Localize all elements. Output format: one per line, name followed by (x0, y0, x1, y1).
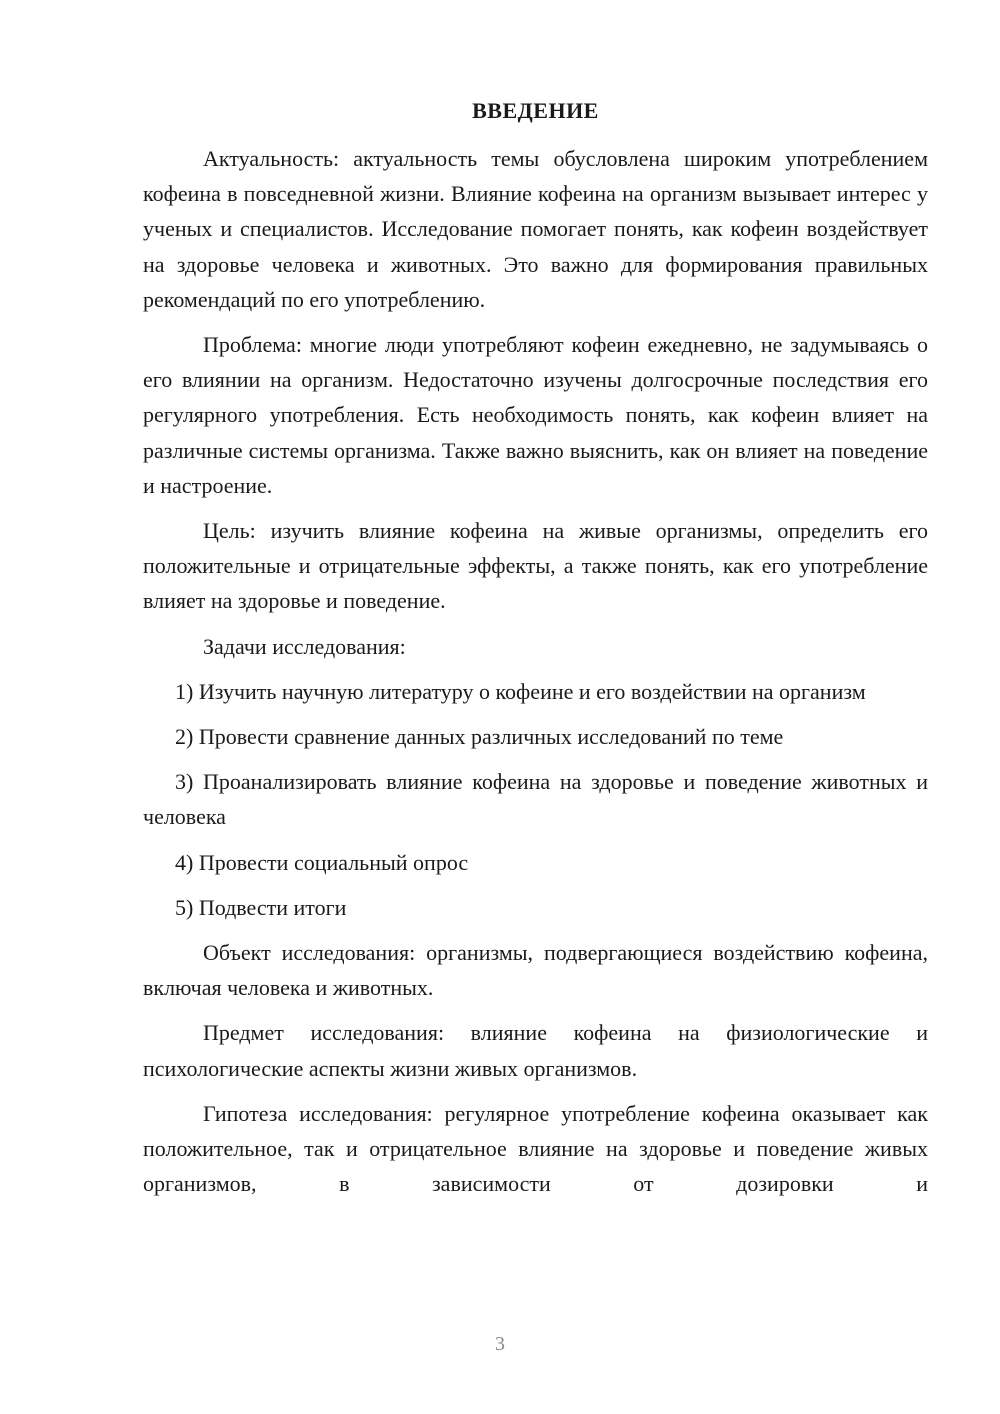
page-number: 3 (495, 1333, 505, 1355)
task-item-5: 5) Подвести итоги (175, 894, 347, 920)
task-item-3: 3) Проанализировать влияние кофеина на здоровье и поведение животных и человека (143, 769, 928, 830)
task-item-2: 2) Провести сравнение данных различных исследований по теме (175, 724, 784, 750)
task-item-4: 4) Провести социальный опрос (175, 849, 469, 875)
paragraph-relevance: Актуальность: актуальность темы обусловлена широким употреблением кофеина в повседневной жизни. Влияние кофеина на организм вызывает интерес у ученых и специалистов. Исследование помогает понять, как кофеин воздействует на здоровье человека и животных. Это важно для формирования правильных рекомендаций по его употреблению. (143, 146, 928, 312)
section-heading: ВВЕДЕНИЕ (472, 98, 599, 123)
paragraph-hypothesis: Гипотеза исследования: регулярное употребление кофеина оказывает как положительное, так и отрицательное влияние на здоровье и поведение живых организмов, в зависимости от дозировки и (143, 1100, 928, 1197)
paragraph-problem: Проблема: многие люди употребляют кофеин ежедневно, не задумываясь о его влиянии на организм. Недостаточно изучены долгосрочные последствия его регулярного употребления. Есть необходимость понять, как кофеин влияет на различные системы организма. Также важно выяснить, как он влияет на поведение и настроение. (143, 332, 928, 498)
paragraph-tasks-label: Задачи исследования: (203, 633, 406, 659)
task-item-1: 1) Изучить научную литературу о кофеине и его воздействии на организм (175, 678, 866, 704)
paragraph-goal: Цель: изучить влияние кофеина на живые организмы, определить его положительные и отрицательные эффекты, а также понять, как его употребление влияет на здоровье и поведение. (143, 518, 928, 614)
paragraph-subject: Предмет исследования: влияние кофеина на физиологические и психологические аспекты жизни живых организмов. (143, 1020, 928, 1081)
body-text (143, 141, 928, 1211)
paragraph-object: Объект исследования: организмы, подвергающиеся воздействию кофеина, включая человека и животных. (143, 940, 928, 1001)
